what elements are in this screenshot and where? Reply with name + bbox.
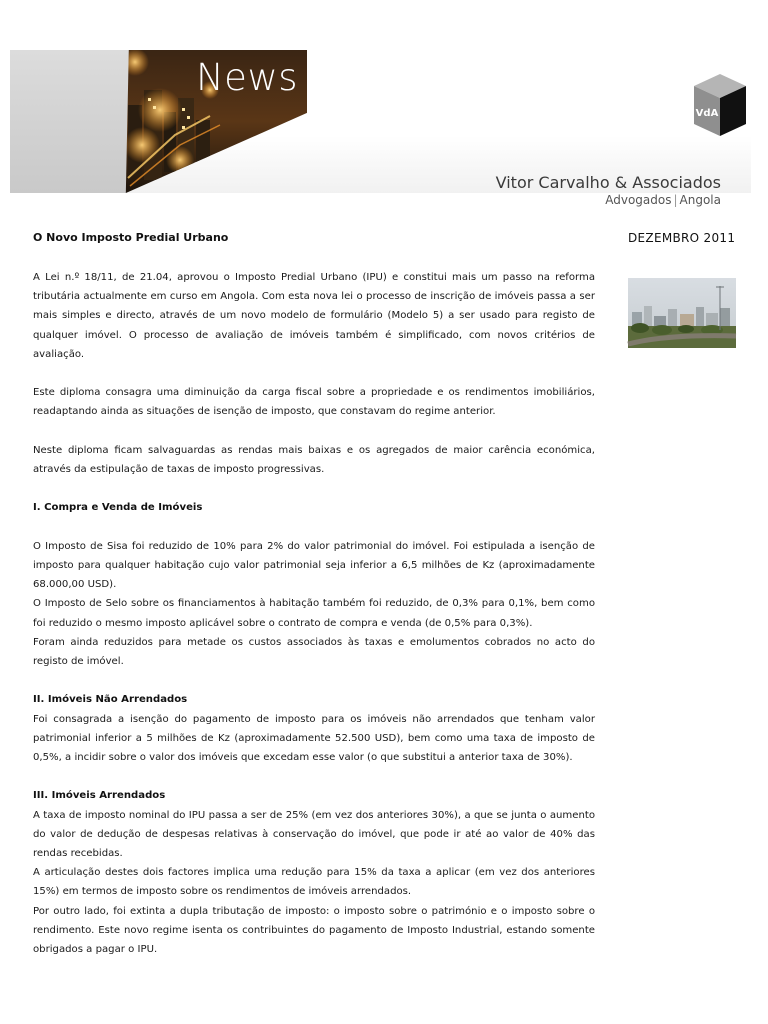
intro-paragraph: Este diploma consagra uma diminuição da carga fiscal sobre a propriedade e os rendimentos imobiliários, readaptando ainda as situações de isenção de imposto, que constavam do regime anterior.: [33, 387, 595, 418]
firm-logo-cube: [690, 72, 750, 138]
firm-sub-advogados: Advogados: [605, 193, 672, 207]
firm-sub-angola: Angola: [679, 193, 721, 207]
section-heading: III. Imóveis Arrendados: [33, 790, 166, 802]
logo-mark-text: VdA: [695, 108, 719, 119]
section-paragraph: A taxa de imposto nominal do IPU passa a ser de 25% (em vez dos anteriores 30%), a que se junta o aumento do valor de dedução de despesas relativas à conservação do imóvel, que pode ir até ao valor de 40% das rendas recebidas.: [33, 809, 595, 859]
section-heading: II. Imóveis Não Arrendados: [33, 694, 188, 706]
section-paragraph: Por outro lado, foi extinta a dupla tributação de imposto: o imposto sobre o património e o imposto sobre o rendimento. Este novo regime isenta os contribuintes do pagamento de Imposto Industrial, estando somente obrigados a pagar o IPU.: [33, 905, 595, 956]
section-paragraph: A articulação destes dois factores implica uma redução para 15% da taxa a aplicar (em vez dos anteriores 15%) em termos de imposto sobre os rendimentos de imóveis arrendados.: [33, 867, 595, 898]
newsletter-header: [10, 50, 751, 207]
section-paragraph: O Imposto de Sisa foi reduzido de 10% para 2% do valor patrimonial do imóvel. Foi estipulada a isenção de imposto para qualquer habitação cujo valor patrimonial seja inferior a 6,5 milhões de Kz (aproximadamente 68.000,00 USD).: [33, 540, 595, 591]
intro-paragraph: A Lei n.º 18/11, de 21.04, aprovou o Imposto Predial Urbano (IPU) e constitui mais um passo na reforma tributária actualmente em curso em Angola. Com esta nova lei o processo de inscrição de imóveis passa a ser mais simples e directo, através de um novo modelo de formulário (Modelo 5) a ser usado para registo de qualquer imóvel. O processo de avaliação de imóveis também é simplificado, com novos critérios de avaliação.: [33, 272, 595, 360]
issue-date: DEZEMBRO 2011: [628, 231, 736, 245]
firm-name: Vitor Carvalho & Associados: [495, 173, 721, 192]
section-paragraph: Foram ainda reduzidos para metade os custos associados às taxas e emolumentos cobrados no acto do registo de imóvel.: [33, 636, 595, 667]
intro-paragraph: Neste diploma ficam salvaguardas as rendas mais baixas e os agregados de maior carência económica, através da estipulação de taxas de imposto progressivas.: [33, 444, 595, 475]
article-body: [33, 268, 595, 959]
section-paragraph: Foi consagrada a isenção do pagamento de imposto para os imóveis não arrendados que tenham valor patrimonial inferior a 5 milhões de Kz (aproximadamente 52.500 USD), bem como uma taxa de imposto de 0,5%, a incidir sobre o valor dos imóveis que excedam esse valor (o que substitui a anterior taxa de 30%).: [33, 713, 595, 763]
banner-title: News: [196, 56, 298, 99]
luanda-skyline-photo: [628, 278, 736, 348]
article-title: O Novo Imposto Predial Urbano: [33, 231, 229, 244]
section-paragraph: O Imposto de Selo sobre os financiamentos à habitação também foi reduzido, de 0,3% para 0,1%, bem como foi reduzido o mesmo imposto aplicável sobre o contrato de compra e venda (de 0,5% para 0,3%).: [33, 598, 595, 629]
section-heading: I. Compra e Venda de Imóveis: [33, 502, 203, 514]
firm-subtitle: Advogados | Angola: [605, 193, 721, 207]
